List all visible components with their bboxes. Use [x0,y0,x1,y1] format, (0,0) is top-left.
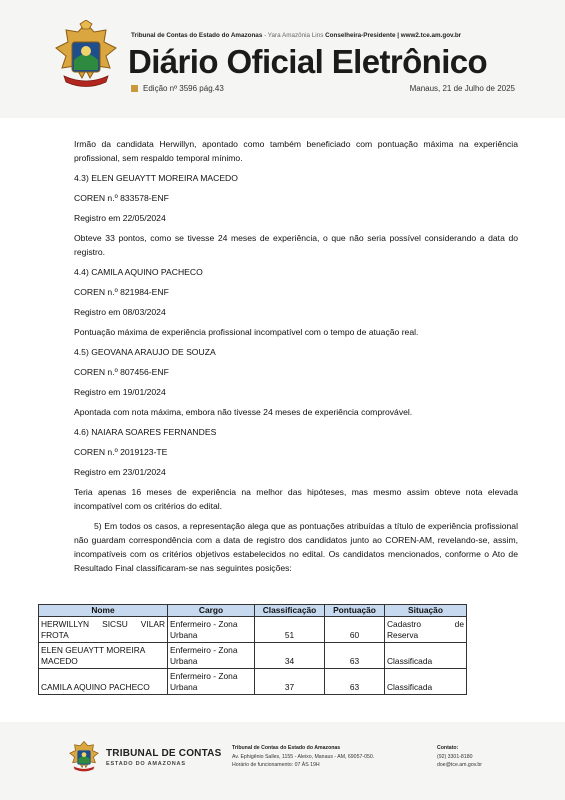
footer-org-name: TRIBUNAL DE CONTAS [106,748,222,759]
candidate-heading: 4.3) ELEN GEUAYTT MOREIRA MACEDO [74,173,238,183]
footer-hours: Horário de funcionamento: 07 ÀS 19H [232,762,320,768]
tribunal-name: Tribunal de Contas do Estado do Amazonas [131,32,263,39]
cell-status: Classificada [385,669,467,695]
cell-name: CAMILA AQUINO PACHECO [39,669,168,695]
footer-contact [437,744,482,770]
candidate-coren: COREN n.º 833578-ENF [74,193,169,203]
col-header-name: Nome [39,605,168,617]
footer-contact-title: Contato: [437,745,459,751]
footer-email[interactable]: doe@tce.am.gov.br [437,762,482,768]
cell-rank: 51 [255,617,325,643]
candidate-note: Teria apenas 16 meses de experiência na melhor das hipóteses, mas mesmo assim obteve nota elevada incompatível com os critérios do edital. [74,487,518,511]
cell-role: Enfermeiro - Zona Urbana [168,643,255,669]
candidate-registration: Registro em 23/01/2024 [74,467,166,477]
paragraph: Irmão da candidata Herwillyn, apontado como também beneficiado com pontuação máxima na experiência profissional, sem respaldo temporal mínimo. [74,139,518,163]
table-row [39,643,467,669]
results-table [38,604,467,695]
candidate-heading: 4.6) NAIARA SOARES FERNANDES [74,427,217,437]
footer-address-title: Tribunal de Contas do Estado do Amazonas [232,745,341,751]
cell-status: Cadastro de Reserva [385,617,467,643]
footer-address-line: Av. Ephigênio Salles, 1155 - Aleixo, Manaus - AM, 69057-050. [232,753,375,760]
paragraph-5: 5) Em todos os casos, a representação alega que as pontuações atribuídas a título de experiência profissional não guardam correspondência com a data de registro dos candidatos junto ao COREN-AM, revelando-se, assim, incompatíveis com os critérios objetivos estabelecidos no edital. Os candidatos mencionados, conforme o Ato de Resultado Final classificaram-se nas seguintes posições: [74,521,518,573]
cell-name: HERWILLYN SICSU VILAR FROTA [39,617,168,643]
document-body [74,137,518,581]
candidate-coren: COREN n.º 2019123-TE [74,447,168,457]
col-header-score: Pontuação [325,605,385,617]
cell-role: Enfermeiro - Zona Urbana [168,669,255,695]
cell-role: Enfermeiro - Zona Urbana [168,617,255,643]
footer-org-sub: ESTADO DO AMAZONAS [106,761,186,767]
site-url: | www2.tce.am.gov.br [397,32,462,39]
table-row [39,669,467,695]
president-name: - Yara Amazônia Lins [264,32,324,39]
candidate-heading: 4.5) GEOVANA ARAUJO DE SOUZA [74,347,216,357]
candidate-coren: COREN n.º 807456-ENF [74,367,169,377]
cell-rank: 37 [255,669,325,695]
col-header-role: Cargo [168,605,255,617]
cell-score: 63 [325,669,385,695]
footer-phone: (92) 3301-8180 [437,753,473,760]
candidate-registration: Registro em 19/01/2024 [74,387,166,397]
candidate-heading: 4.4) CAMILA AQUINO PACHECO [74,267,203,277]
cell-name: ELEN GEUAYTT MOREIRA MACEDO [39,643,168,669]
table-header-row [39,605,467,617]
candidate-note: Apontada com nota máxima, embora não tivesse 24 meses de experiência comprovável. [74,407,413,417]
candidate-note: Obteve 33 pontos, como se tivesse 24 meses de experiência, o que não seria possível considerando a data do registro. [74,233,518,257]
president-role: Conselheira-Presidente [325,32,396,39]
masthead-title: Diário Oficial Eletrônico [128,43,488,80]
cell-status: Classificada [385,643,467,669]
edition-info [131,84,224,93]
col-header-status: Situação [385,605,467,617]
table-row [39,617,467,643]
header-topline [131,32,461,39]
cell-score: 60 [325,617,385,643]
cell-rank: 34 [255,643,325,669]
candidate-note: Pontuação máxima de experiência profissional incompatível com o tempo de atuação real. [74,327,419,337]
edition-label: Edição nº 3596 pág.43 [143,84,224,93]
cell-score: 63 [325,643,385,669]
candidate-registration: Registro em 22/05/2024 [74,213,166,223]
footer-crest-icon [67,740,101,775]
candidate-registration: Registro em 08/03/2024 [74,307,166,317]
footer-address [232,744,374,770]
place-date: Manaus, 21 de Julho de 2025 [409,84,515,93]
tce-crest-icon [50,20,122,94]
col-header-rank: Classificação [255,605,325,617]
square-bullet-icon [131,85,138,92]
candidate-coren: COREN n.º 821984-ENF [74,287,169,297]
